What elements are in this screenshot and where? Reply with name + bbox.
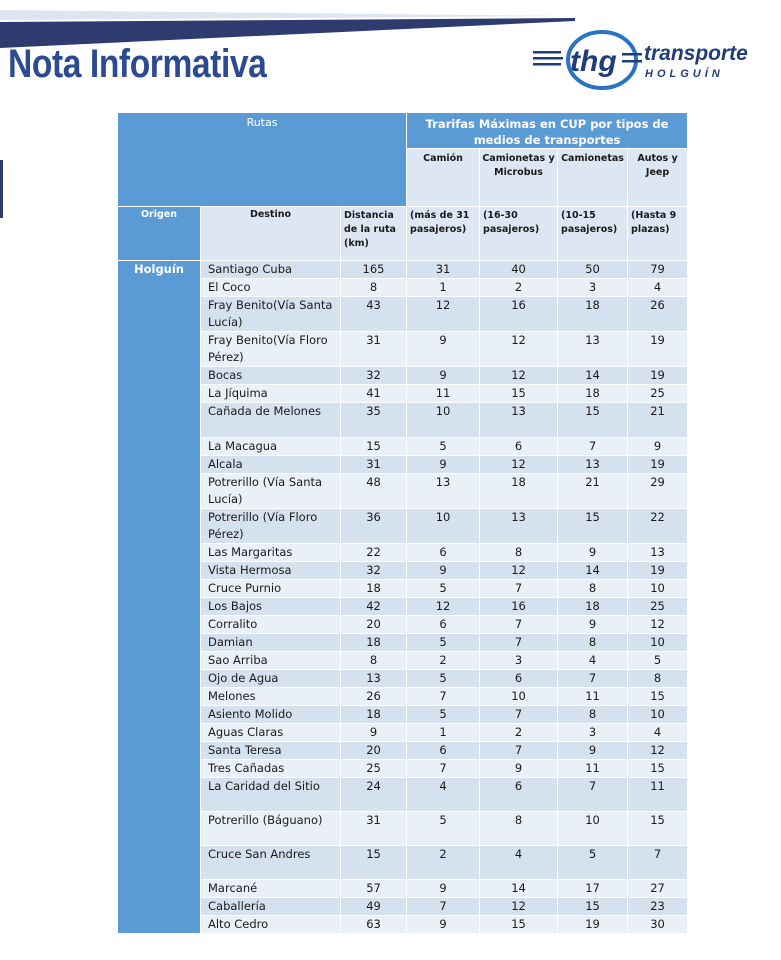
microbus-cell: 8: [480, 544, 558, 562]
microbus-cell: 15: [480, 385, 558, 403]
km-cell: 9: [341, 724, 407, 742]
table-row: [118, 916, 688, 934]
microbus-cell: 40: [480, 261, 558, 279]
header-capacity-camionetas-microbus: (16-30 pasajeros): [480, 207, 558, 261]
autos-cell: 27: [628, 880, 688, 898]
destino-cell: Caballería: [201, 898, 341, 916]
destino-cell: Santiago Cuba: [201, 261, 341, 279]
table-row: [118, 812, 688, 846]
camionetas-cell: 9: [558, 544, 628, 562]
destino-cell: Potrerillo (Báguano): [201, 812, 341, 846]
autos-cell: 19: [628, 367, 688, 385]
autos-cell: 7: [628, 846, 688, 880]
camionetas-cell: 18: [558, 385, 628, 403]
header-distancia: Distancia de la ruta (km): [341, 207, 407, 261]
microbus-cell: 7: [480, 616, 558, 634]
destino-cell: Cañada de Melones: [201, 403, 341, 438]
camionetas-cell: 9: [558, 616, 628, 634]
camion-cell: 9: [407, 456, 480, 474]
microbus-cell: 7: [480, 742, 558, 760]
destino-cell: Santa Teresa: [201, 742, 341, 760]
microbus-cell: 7: [480, 706, 558, 724]
camion-cell: 7: [407, 760, 480, 778]
camion-cell: 9: [407, 562, 480, 580]
camionetas-cell: 4: [558, 652, 628, 670]
autos-cell: 13: [628, 544, 688, 562]
table-row: [118, 279, 688, 297]
microbus-cell: 12: [480, 332, 558, 367]
camionetas-cell: 19: [558, 916, 628, 934]
camion-cell: 5: [407, 706, 480, 724]
km-cell: 42: [341, 598, 407, 616]
header-destino: Destino: [201, 207, 341, 261]
camion-cell: 6: [407, 544, 480, 562]
page-title: Nota Informativa: [8, 42, 267, 86]
destino-cell: Las Margaritas: [201, 544, 341, 562]
camion-cell: 5: [407, 670, 480, 688]
km-cell: 8: [341, 652, 407, 670]
destino-cell: La Caridad del Sitio: [201, 778, 341, 812]
km-cell: 31: [341, 812, 407, 846]
km-cell: 165: [341, 261, 407, 279]
table-row: [118, 616, 688, 634]
autos-cell: 5: [628, 652, 688, 670]
logo-city-text: HOLGUÍN: [645, 68, 724, 80]
autos-cell: 11: [628, 778, 688, 812]
camionetas-cell: 8: [558, 580, 628, 598]
table-row: [118, 261, 688, 279]
logo-mark-text: thg: [570, 45, 617, 78]
autos-cell: 9: [628, 438, 688, 456]
autos-cell: 15: [628, 812, 688, 846]
km-cell: 35: [341, 403, 407, 438]
destino-cell: Tres Cañadas: [201, 760, 341, 778]
autos-cell: 15: [628, 688, 688, 706]
destino-cell: La Macagua: [201, 438, 341, 456]
microbus-cell: 12: [480, 562, 558, 580]
camionetas-cell: 15: [558, 403, 628, 438]
camion-cell: 5: [407, 580, 480, 598]
camion-cell: 7: [407, 898, 480, 916]
km-cell: 13: [341, 670, 407, 688]
microbus-cell: 12: [480, 898, 558, 916]
table-row: [118, 880, 688, 898]
table-row: [118, 544, 688, 562]
microbus-cell: 6: [480, 778, 558, 812]
autos-cell: 12: [628, 742, 688, 760]
microbus-cell: 6: [480, 670, 558, 688]
autos-cell: 12: [628, 616, 688, 634]
km-cell: 48: [341, 474, 407, 509]
microbus-cell: 8: [480, 812, 558, 846]
camion-cell: 5: [407, 812, 480, 846]
autos-cell: 25: [628, 385, 688, 403]
camion-cell: 9: [407, 367, 480, 385]
camionetas-cell: 3: [558, 724, 628, 742]
destino-cell: Alcala: [201, 456, 341, 474]
origin-cell: Holguín: [118, 261, 201, 934]
microbus-cell: 7: [480, 634, 558, 652]
destino-cell: Cruce San Andres: [201, 846, 341, 880]
km-cell: 22: [341, 544, 407, 562]
camion-cell: 12: [407, 598, 480, 616]
destino-cell: Ojo de Agua: [201, 670, 341, 688]
camion-cell: 6: [407, 616, 480, 634]
destino-cell: Marcané: [201, 880, 341, 898]
microbus-cell: 13: [480, 509, 558, 544]
camionetas-cell: 11: [558, 688, 628, 706]
destino-cell: Cruce Purnio: [201, 580, 341, 598]
autos-cell: 15: [628, 760, 688, 778]
microbus-cell: 6: [480, 438, 558, 456]
km-cell: 20: [341, 742, 407, 760]
km-cell: 15: [341, 846, 407, 880]
table-row: [118, 634, 688, 652]
table-row: [118, 724, 688, 742]
camionetas-cell: 8: [558, 706, 628, 724]
camion-cell: 5: [407, 438, 480, 456]
autos-cell: 4: [628, 279, 688, 297]
microbus-cell: 16: [480, 598, 558, 616]
header-capacity-autos-jeep: (Hasta 9 plazas): [628, 207, 688, 261]
camionetas-cell: 18: [558, 598, 628, 616]
table-row: [118, 846, 688, 880]
km-cell: 25: [341, 760, 407, 778]
destino-cell: Potrerillo (Vía Santa Lucía): [201, 474, 341, 509]
autos-cell: 25: [628, 598, 688, 616]
km-cell: 32: [341, 367, 407, 385]
microbus-cell: 12: [480, 367, 558, 385]
camionetas-cell: 15: [558, 509, 628, 544]
left-edge-mark: [0, 160, 3, 218]
microbus-cell: 18: [480, 474, 558, 509]
camionetas-cell: 11: [558, 760, 628, 778]
camion-cell: 10: [407, 403, 480, 438]
km-cell: 41: [341, 385, 407, 403]
fares-table: [117, 112, 688, 934]
microbus-cell: 13: [480, 403, 558, 438]
autos-cell: 30: [628, 916, 688, 934]
autos-cell: 4: [628, 724, 688, 742]
microbus-cell: 15: [480, 916, 558, 934]
camion-cell: 9: [407, 332, 480, 367]
camionetas-cell: 14: [558, 562, 628, 580]
camionetas-cell: 9: [558, 742, 628, 760]
table-row: [118, 670, 688, 688]
autos-cell: 26: [628, 297, 688, 332]
destino-cell: Asiento Molido: [201, 706, 341, 724]
destino-cell: Bocas: [201, 367, 341, 385]
destino-cell: Sao Arriba: [201, 652, 341, 670]
destino-cell: La Jíquima: [201, 385, 341, 403]
table-row: [118, 760, 688, 778]
thg-logo: [532, 26, 762, 96]
microbus-cell: 10: [480, 688, 558, 706]
header-vehicle-camion: Camión: [407, 149, 480, 207]
table-row: [118, 456, 688, 474]
km-cell: 18: [341, 580, 407, 598]
autos-cell: 10: [628, 580, 688, 598]
destino-cell: Damian: [201, 634, 341, 652]
destino-cell: El Coco: [201, 279, 341, 297]
km-cell: 26: [341, 688, 407, 706]
camion-cell: 5: [407, 634, 480, 652]
table-row: [118, 562, 688, 580]
camion-cell: 9: [407, 880, 480, 898]
table-row: [118, 297, 688, 332]
table-row: [118, 474, 688, 509]
camionetas-cell: 15: [558, 898, 628, 916]
table-row: [118, 598, 688, 616]
table-row: [118, 403, 688, 438]
camion-cell: 11: [407, 385, 480, 403]
destino-cell: Vista Hermosa: [201, 562, 341, 580]
camionetas-cell: 13: [558, 456, 628, 474]
microbus-cell: 2: [480, 279, 558, 297]
table-row: [118, 898, 688, 916]
microbus-cell: 4: [480, 846, 558, 880]
microbus-cell: 3: [480, 652, 558, 670]
microbus-cell: 12: [480, 456, 558, 474]
km-cell: 36: [341, 509, 407, 544]
table-row: [118, 385, 688, 403]
camion-cell: 10: [407, 509, 480, 544]
autos-cell: 19: [628, 562, 688, 580]
km-cell: 49: [341, 898, 407, 916]
destino-cell: Potrerillo (Vía Floro Pérez): [201, 509, 341, 544]
camion-cell: 9: [407, 916, 480, 934]
autos-cell: 10: [628, 634, 688, 652]
autos-cell: 21: [628, 403, 688, 438]
autos-cell: 22: [628, 509, 688, 544]
header-origen: Origen: [118, 207, 201, 261]
camionetas-cell: 50: [558, 261, 628, 279]
camionetas-cell: 10: [558, 812, 628, 846]
km-cell: 57: [341, 880, 407, 898]
camionetas-cell: 21: [558, 474, 628, 509]
km-cell: 24: [341, 778, 407, 812]
autos-cell: 23: [628, 898, 688, 916]
camionetas-cell: 18: [558, 297, 628, 332]
camion-cell: 6: [407, 742, 480, 760]
microbus-cell: 9: [480, 760, 558, 778]
table-row: [118, 580, 688, 598]
camion-cell: 1: [407, 279, 480, 297]
table-row: [118, 688, 688, 706]
destino-cell: Fray Benito(Vía Floro Pérez): [201, 332, 341, 367]
microbus-cell: 16: [480, 297, 558, 332]
camion-cell: 2: [407, 652, 480, 670]
table-row: [118, 509, 688, 544]
km-cell: 18: [341, 634, 407, 652]
camionetas-cell: 7: [558, 438, 628, 456]
km-cell: 15: [341, 438, 407, 456]
header-vehicle-camionetas-microbus: Camionetas y Microbus: [480, 149, 558, 207]
autos-cell: 8: [628, 670, 688, 688]
table-row: [118, 778, 688, 812]
microbus-cell: 14: [480, 880, 558, 898]
destino-cell: Los Bajos: [201, 598, 341, 616]
destino-cell: Aguas Claras: [201, 724, 341, 742]
km-cell: 63: [341, 916, 407, 934]
camionetas-cell: 8: [558, 634, 628, 652]
camionetas-cell: 13: [558, 332, 628, 367]
table-row: [118, 652, 688, 670]
km-cell: 20: [341, 616, 407, 634]
km-cell: 43: [341, 297, 407, 332]
header-tarifas: Trarifas Máximas en CUP por tipos de medios de transportes: [407, 113, 688, 149]
camion-cell: 13: [407, 474, 480, 509]
header-vehicle-camionetas: Camionetas: [558, 149, 628, 207]
microbus-cell: 7: [480, 580, 558, 598]
destino-cell: Corralito: [201, 616, 341, 634]
camionetas-cell: 17: [558, 880, 628, 898]
km-cell: 8: [341, 279, 407, 297]
camion-cell: 12: [407, 297, 480, 332]
km-cell: 32: [341, 562, 407, 580]
destino-cell: Fray Benito(Vía Santa Lucía): [201, 297, 341, 332]
microbus-cell: 2: [480, 724, 558, 742]
camion-cell: 31: [407, 261, 480, 279]
autos-cell: 19: [628, 456, 688, 474]
header-vehicle-autos-jeep: Autos y Jeep: [628, 149, 688, 207]
table-row: [118, 438, 688, 456]
table-row: [118, 742, 688, 760]
fare-rows: [118, 261, 688, 934]
autos-cell: 29: [628, 474, 688, 509]
table-row: [118, 706, 688, 724]
logo-word-text: transporte: [644, 42, 748, 65]
camion-cell: 2: [407, 846, 480, 880]
table-row: [118, 367, 688, 385]
autos-cell: 19: [628, 332, 688, 367]
destino-cell: Alto Cedro: [201, 916, 341, 934]
camion-cell: 7: [407, 688, 480, 706]
camionetas-cell: 5: [558, 846, 628, 880]
destino-cell: Melones: [201, 688, 341, 706]
km-cell: 31: [341, 332, 407, 367]
camionetas-cell: 3: [558, 279, 628, 297]
camionetas-cell: 14: [558, 367, 628, 385]
km-cell: 18: [341, 706, 407, 724]
header-capacity-camionetas: (10-15 pasajeros): [558, 207, 628, 261]
table-row: [118, 332, 688, 367]
header-capacity-camion: (más de 31 pasajeros): [407, 207, 480, 261]
camion-cell: 1: [407, 724, 480, 742]
autos-cell: 79: [628, 261, 688, 279]
km-cell: 31: [341, 456, 407, 474]
camionetas-cell: 7: [558, 778, 628, 812]
camionetas-cell: 7: [558, 670, 628, 688]
camion-cell: 4: [407, 778, 480, 812]
autos-cell: 10: [628, 706, 688, 724]
header-rutas: Rutas: [118, 113, 407, 207]
